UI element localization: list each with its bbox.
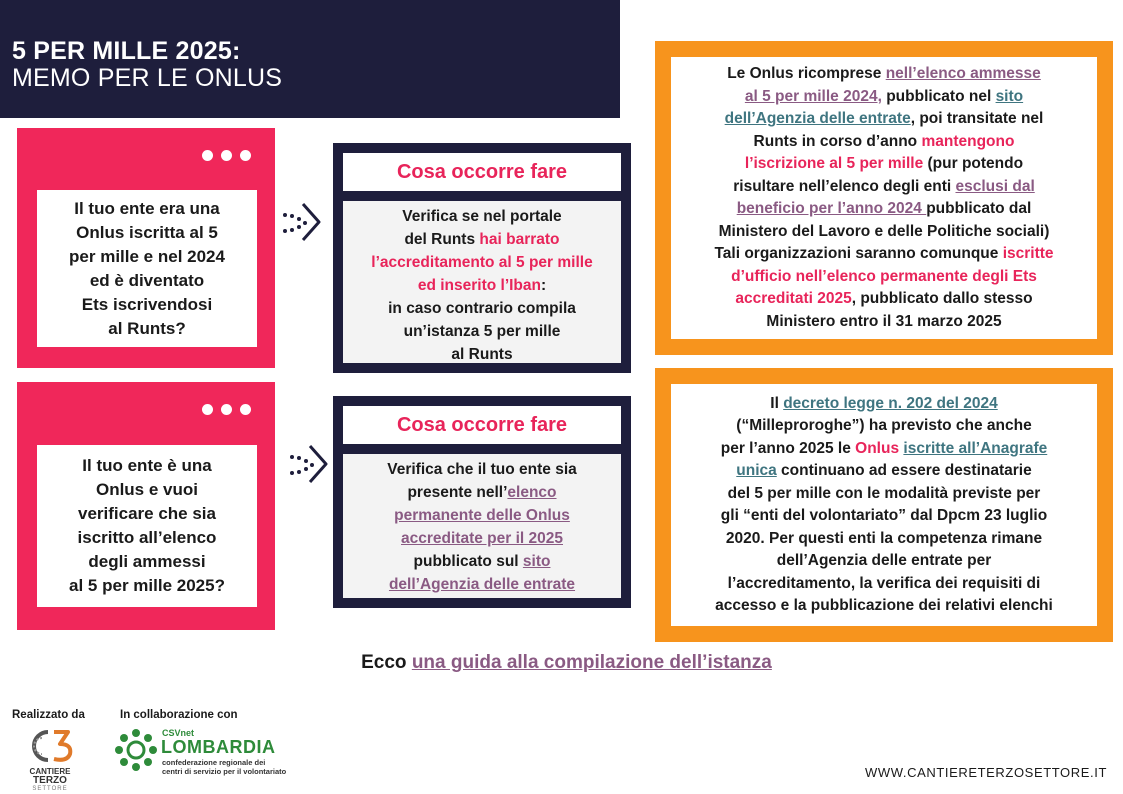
cantiere-terzo-settore-logo: CANTIERE TERZO SETTORE	[20, 728, 80, 788]
page-title: 5 PER MILLE 2025:	[12, 37, 241, 65]
question-text-1: Il tuo ente era una Onlus iscritta al 5 per mille e nel 2024 ed è diventato Ets iscrivendosi al Runts?	[37, 190, 257, 347]
action-card-1	[333, 143, 631, 373]
action-title-1: Cosa occorre fare	[343, 153, 621, 191]
link-anagrafe-unica[interactable]: iscritte all’Anagrafe	[903, 439, 1048, 457]
action-title-2: Cosa occorre fare	[343, 406, 621, 444]
link-elenco-ammesse[interactable]: nell’elenco ammesse	[885, 65, 1041, 82]
dots-icon	[202, 404, 251, 415]
link-decreto-legge[interactable]: decreto legge n. 202 del 2024	[783, 394, 998, 412]
action-card-2	[333, 396, 631, 608]
guide-link[interactable]: una guida alla compilazione dell’istanza	[411, 652, 772, 673]
link-elenco-ammesse-2[interactable]: al 5 per mille 2024,	[744, 87, 882, 105]
question-card-1	[17, 128, 275, 368]
link-anagrafe-unica-2[interactable]: unica	[736, 462, 777, 479]
link-sito-agenzia-2[interactable]: dell’Agenzia delle entrate	[388, 576, 576, 593]
question-card-2	[17, 382, 275, 630]
header-banner	[0, 0, 620, 118]
link-esclusi-2[interactable]: beneficio per l’anno 2024	[736, 200, 927, 217]
link-agenzia-entrate[interactable]: dell’Agenzia delle entrate	[724, 110, 911, 127]
page-subtitle: MEMO PER LE ONLUS	[12, 64, 283, 92]
made-by-label: Realizzato da	[12, 709, 85, 721]
guide-line: Ecco una guida alla compilazione dell’istanza	[361, 652, 772, 673]
csvnet-lombardia-logo: CSVnet LOMBARDIA confederazione regionale dei centri di servizio per il volontariato	[114, 726, 314, 782]
arrow-right-icon	[281, 200, 321, 244]
collab-label: In collaborazione con	[120, 709, 238, 721]
link-elenco-permanente[interactable]: elenco	[507, 484, 557, 501]
info-box-2	[655, 368, 1113, 642]
action-text-2: Verifica che il tuo ente sia presente nell’elenco permanente delle Onlus accreditate per il 2025 pubblicato sul sito dell’Agenzia delle entrate	[343, 454, 621, 598]
info-text-1: Le Onlus ricomprese nell’elenco ammesse al 5 per mille 2024, pubblicato nel sito dell’Agenzia delle entrate, poi transitate nel Runts in corso d’anno mantengono l’iscrizione al 5 per mille (pur potendo risultare nell’elenco degli enti esclusi dal beneficio per l’anno 2024 pubblicato dal Ministero del Lavoro e delle Politiche sociali) Tali organizzazioni saranno comunque iscritte d’ufficio nell’elenco permanente degli Ets accreditati 2025, pubblicato dallo stesso Ministero entro il 31 marzo 2025	[671, 57, 1097, 339]
info-text-2: Il decreto legge n. 202 del 2024 (“Milleproroghe”) ha previsto che anche per l’anno 2025 le Onlus iscritte all’Anagrafe unica continuano ad essere destinatarie del 5 per mille con le modalità previste per gli “enti del volontariato” dal Dpcm 23 luglio 2020. Per questi enti la competenza rimane dell’Agenzia delle entrate per l’accreditamento, la verifica dei requisiti di accesso e la pubblicazione dei relativi elenchi	[671, 384, 1097, 626]
dots-icon	[202, 150, 251, 161]
arrow-right-icon	[288, 442, 328, 486]
question-text-2: Il tuo ente è una Onlus e vuoi verificare che sia iscritto all’elenco degli ammessi al 5 per mille 2025?	[37, 445, 257, 607]
link-sito[interactable]: sito	[995, 87, 1024, 105]
link-elenco-permanente-2[interactable]: permanente delle Onlus	[394, 507, 570, 524]
info-box-1	[655, 41, 1113, 355]
link-elenco-permanente-3[interactable]: accreditate per il 2025	[401, 530, 563, 547]
action-text-1: Verifica se nel portale del Runts hai barrato l’accreditamento al 5 per mille ed inserito l’Iban: in caso contrario compila un’istanza 5 per mille al Runts	[343, 201, 621, 363]
link-sito-agenzia[interactable]: sito	[522, 553, 551, 570]
link-esclusi[interactable]: esclusi dal	[955, 177, 1035, 195]
website-url[interactable]: WWW.CANTIERETERZOSETTORE.IT	[864, 765, 1107, 780]
